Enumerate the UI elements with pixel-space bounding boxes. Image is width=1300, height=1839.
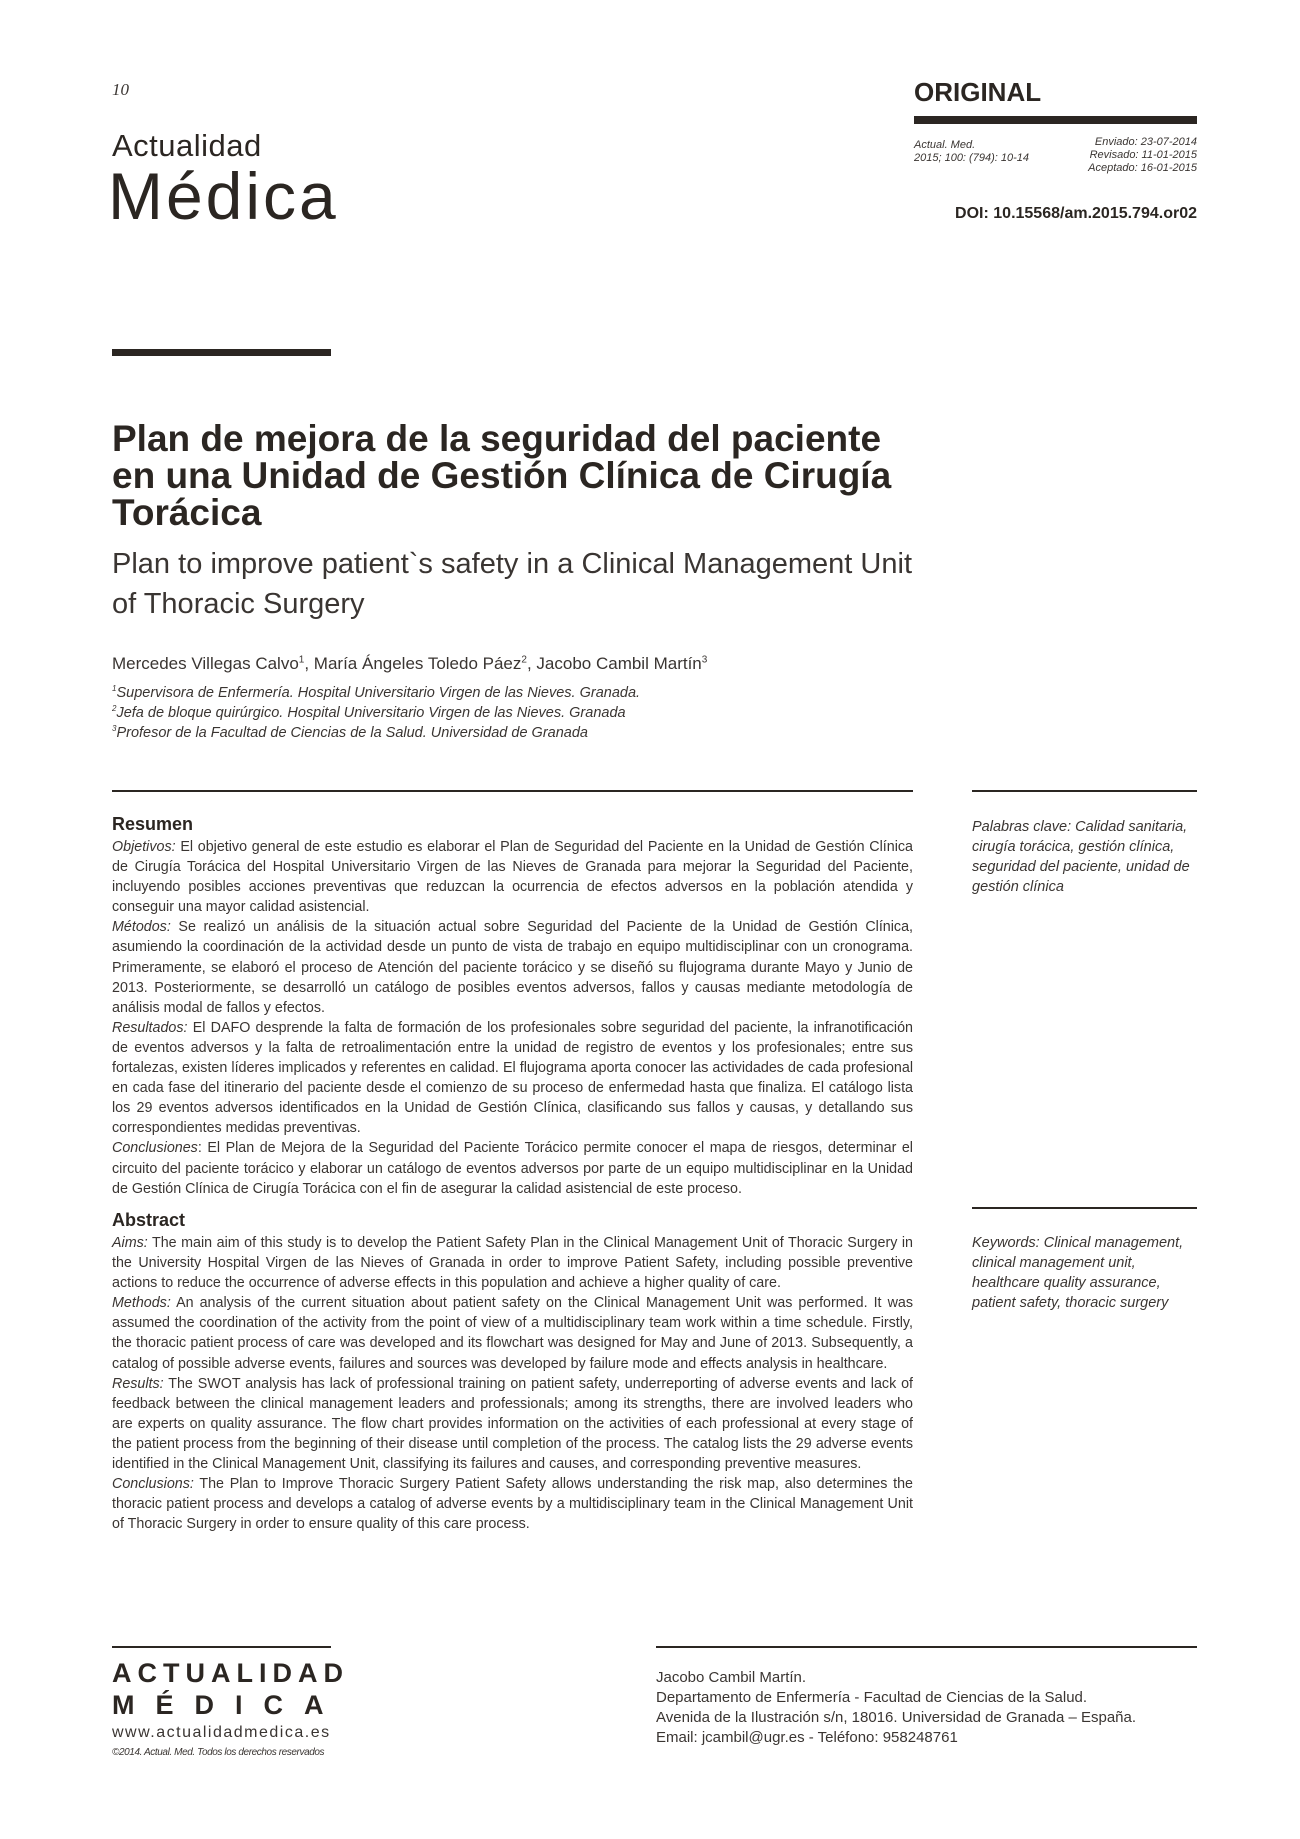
abstract-heading: Abstract bbox=[112, 1210, 186, 1230]
author-separator: , bbox=[304, 654, 314, 673]
abstract-aims bbox=[112, 1233, 913, 1293]
aims-label: Aims: bbox=[112, 1235, 148, 1251]
author-affil-marker: 2 bbox=[521, 654, 527, 666]
footer-logo-line2: MÉDICA bbox=[112, 1690, 345, 1720]
author-separator: , bbox=[526, 654, 537, 673]
palabras-clave: Palabras clave: Calidad sanitaria, cirugía torácica, gestión clínica, seguridad del paciente, unidad de gestión clínica bbox=[972, 819, 1190, 895]
correspondence-address: Avenida de la Ilustración s/n, 18016. Universidad de Granada – España. bbox=[656, 1709, 1137, 1726]
resumen-heading: Resumen bbox=[112, 814, 194, 834]
abstract-body bbox=[112, 1233, 913, 1534]
section-label: ORIGINAL bbox=[914, 77, 1042, 107]
objetivos-label: Objetivos: bbox=[112, 839, 176, 855]
author-name: María Ángeles Toledo Páez bbox=[313, 654, 522, 673]
results-label: Results: bbox=[112, 1375, 164, 1392]
results-text: The SWOT analysis has lack of professional training on patient safety, underreporting of adverse events and lack of feedback between the clinical management leaders and professionals; among its strengths, there are involved leaders who are experts on quality assurance. The flow chart provides information on the activities of each professional at every stage of the patient process from the beginning of their disease until completion of the process. The catalog lists the 29 adverse events identified in the Clinical Management Unit, classifying its failures and causes, and corresponding preventive measures. bbox=[112, 1375, 913, 1473]
keywords: Keywords: Clinical management, clinical management unit, healthcare quality assurance, patient safety, thoracic surgery bbox=[972, 1235, 1184, 1311]
conclusiones-text: : El Plan de Mejora de la Seguridad del Paciente Torácico permite conocer el mapa de riesgos, determinar el circuito del paciente torácico y elaborar un catálogo de eventos adversos por parte de un equipo multidisciplinar en la Unidad de Gestión Clínica de Cirugía Torácica con el fin de asegurar la calidad asistencial de este proceso. bbox=[112, 1140, 913, 1197]
citation-line2: 2015; 100: (794): 10-14 bbox=[914, 152, 1029, 164]
resumen-metodos bbox=[112, 917, 913, 1017]
abstract-results bbox=[112, 1374, 913, 1474]
correspondence-contact: Email: jcambil@ugr.es - Teléfono: 958248761 bbox=[656, 1729, 958, 1746]
abstract-methods bbox=[112, 1293, 913, 1373]
conclusions-label: Conclusions: bbox=[112, 1476, 194, 1493]
affiliation-text: Profesor de la Facultad de Ciencias de la Salud. Universidad de Granada bbox=[116, 724, 588, 741]
date-revised: Revisado: 11-01-2015 bbox=[1089, 149, 1197, 161]
author-affil-marker: 3 bbox=[701, 654, 708, 666]
metodos-label: Métodos: bbox=[112, 919, 171, 936]
affiliation-text: Jefa de bloque quirúrgico. Hospital Universitario Virgen de las Nieves. Granada bbox=[116, 704, 626, 721]
date-accepted: Aceptado: 16-01-2015 bbox=[1088, 162, 1197, 174]
objetivos-text: El objetivo general de este estudio es elaborar el Plan de Seguridad del Paciente en la Unidad de Gestión Clínica de Cirugía Torácica del Hospital Universitario Virgen de las Nieves de Granada para mejorar la Seguridad del Paciente, incluyendo posibles acciones preventivas que reduzcan la ocurrencia de efectos adversos en la población atendida y conseguir una mayor calidad asistencial. bbox=[112, 839, 913, 916]
affiliation-marker: 2 bbox=[112, 704, 117, 713]
affiliation bbox=[112, 719, 912, 743]
resumen-body bbox=[112, 837, 913, 1199]
footer-logo-line1: ACTUALIDAD bbox=[112, 1658, 349, 1688]
footer-correspondence-rule bbox=[656, 1646, 1197, 1648]
date-sent: Enviado: 23-07-2014 bbox=[1094, 136, 1197, 148]
title-spanish: Plan de mejora de la seguridad del paciente en una Unidad de Gestión Clínica de Cirugía Torácica bbox=[112, 418, 892, 533]
doi: DOI: 10.15568/am.2015.794.or02 bbox=[955, 205, 1197, 222]
metodos-text: Se realizó un análisis de la situación actual sobre Seguridad del Paciente de la Unidad de Gestión Clínica, asumiendo la coordinación de la actividad desde un punto de vista de trabajo en equipo multidisciplinar con un cronograma. Primeramente, se elaboró el proceso de Atención del paciente torácico y se diseñó su flujograma durante Mayo y Junio de 2013. Posteriormente, se desarrolló un catálogo de posibles eventos adversos, fallos y causas mediante metodología de análisis modal de fallos y efectos. bbox=[112, 919, 913, 1016]
page-number: 10 bbox=[112, 80, 129, 99]
correspondence-block bbox=[656, 1668, 1201, 1748]
title-english: Plan to improve patient`s safety in a Clinical Management Unit of Thoracic Surgery bbox=[112, 548, 912, 620]
affiliation-marker: 1 bbox=[112, 684, 117, 693]
keywords-en-rule bbox=[972, 1207, 1197, 1209]
conclusiones-label: Conclusiones bbox=[112, 1140, 198, 1157]
journal-name-line1: Actualidad bbox=[112, 128, 262, 163]
affiliation-text: Supervisora de Enfermería. Hospital Universitario Virgen de las Nieves. Granada. bbox=[116, 684, 641, 701]
affiliation-marker: 3 bbox=[112, 724, 117, 733]
methods-text: An analysis of the current situation about patient safety on the Clinical Management Unit was performed. It was assumed the coordination of the activity from the point of view of a multidisciplinary team work within a time schedule. Firstly, the thoracic patient process of care was developed and its flowchart was designed for May and June of 2013. Subsequently, a catalog of possible adverse events, failures and sources was developed by failure mode and effects analysis in healthcare. bbox=[112, 1295, 914, 1372]
abstract-conclusions bbox=[112, 1474, 913, 1534]
author-affil-marker: 1 bbox=[298, 654, 305, 666]
footer-logo-rule bbox=[112, 1646, 331, 1648]
resumen-objetivos bbox=[112, 837, 913, 917]
title-rule bbox=[112, 349, 331, 356]
abstract-rule bbox=[112, 790, 913, 792]
section-rule bbox=[914, 116, 1197, 124]
resumen-conclusiones bbox=[112, 1138, 913, 1198]
correspondence-department: Departamento de Enfermería - Facultad de Ciencias de la Salud. bbox=[656, 1689, 1088, 1706]
resultados-label: Resultados: bbox=[112, 1019, 188, 1036]
citation-line1: Actual. Med. bbox=[914, 139, 976, 151]
aims-text: The main aim of this study is to develop the Patient Safety Plan in the Clinical Management Unit of Thoracic Surgery in the University Hospital Virgen de las Nieves of Granada in order to improve Patient Safety, including possible preventive actions to reduce the occurrence of adverse effects in this population and achieve a higher quality of care. bbox=[112, 1235, 913, 1292]
conclusions-text: The Plan to Improve Thoracic Surgery Patient Safety allows understanding the risk map, also determines the thoracic patient process and develops a catalog of adverse events by a multidisciplinary team in the Clinical Management Unit of Thoracic Surgery in order to ensure quality of this care process. bbox=[112, 1476, 913, 1533]
journal-name-line2: Médica bbox=[108, 159, 339, 233]
keywords-rule bbox=[972, 790, 1197, 792]
submission-dates bbox=[1030, 136, 1197, 175]
correspondence-name: Jacobo Cambil Martín. bbox=[656, 1669, 807, 1686]
methods-label: Methods: bbox=[112, 1295, 171, 1312]
copyright-notice: ©2014. Actual. Med. Todos los derechos reservados bbox=[112, 1747, 325, 1758]
journal-website-link[interactable]: www.actualidadmedica.es bbox=[112, 1724, 331, 1741]
resumen-resultados bbox=[112, 1018, 913, 1139]
author-list bbox=[112, 654, 912, 674]
author-name: Mercedes Villegas Calvo bbox=[112, 654, 299, 673]
author-name: Jacobo Cambil Martín bbox=[536, 654, 702, 673]
resultados-text: El DAFO desprende la falta de formación de los profesionales sobre seguridad del paciente, la infranotificación de eventos adversos y la falta de retroalimentación entre la unidad de registro de eventos y los profesionales; entre sus fortalezas, existen líderes implicados y referentes en calidad. El flujograma aporta conocer las actividades de cada profesional en cada fase del itinerario del paciente desde el comienzo de su proceso de enfermedad hasta que finaliza. El catálogo lista los 29 eventos adversos identificados en la Unidad de Gestión Clínica, clasificando sus fallos y causas, y detallando sus correspondientes medidas preventivas. bbox=[112, 1019, 913, 1137]
